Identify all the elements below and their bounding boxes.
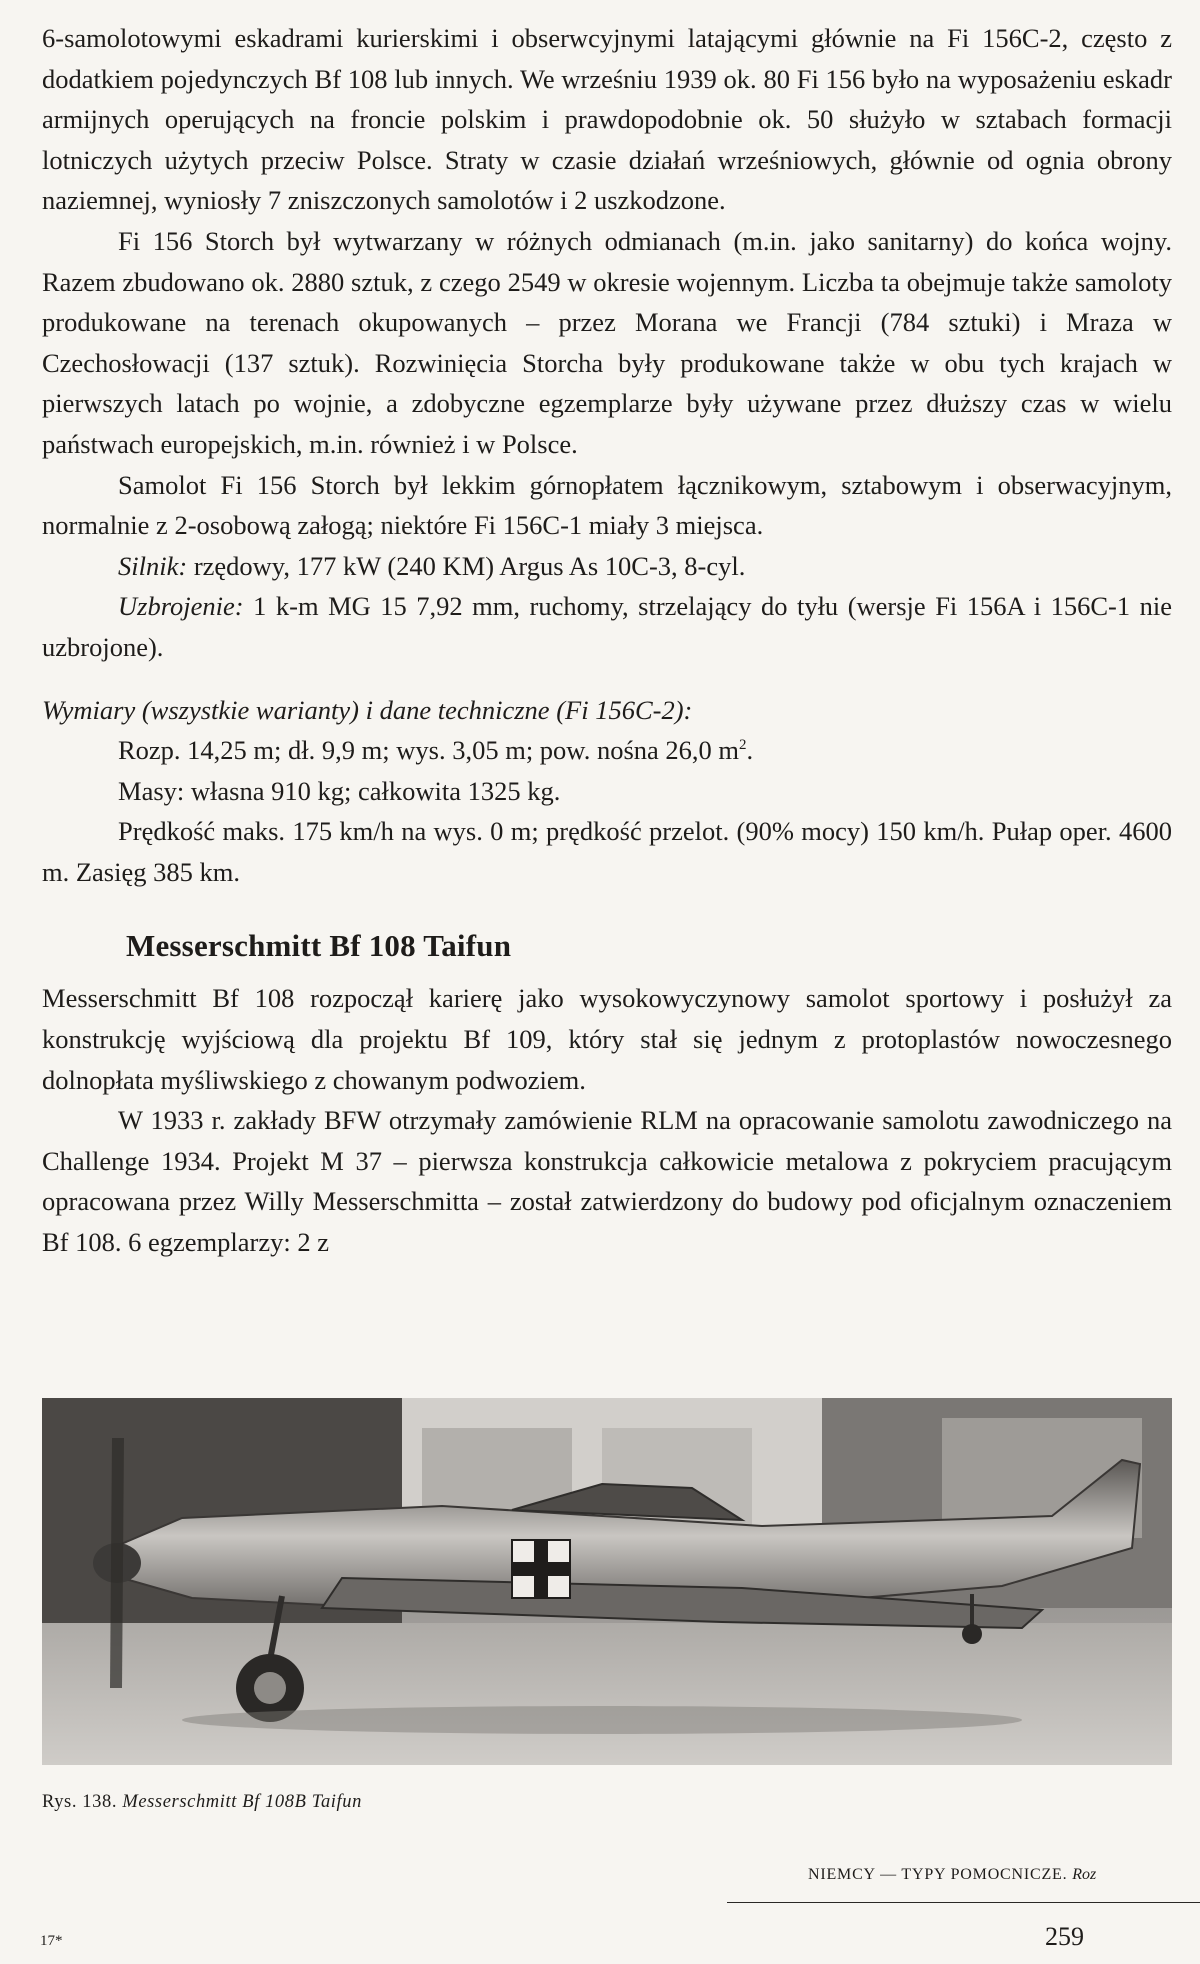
signature-mark: 17* — [40, 1933, 63, 1949]
dimensions-line — [42, 730, 1172, 771]
superscript: 2 — [739, 737, 747, 754]
header-rule — [727, 1902, 1200, 1903]
page-body — [42, 18, 1172, 1263]
caption-prefix: Rys. 138. — [42, 1792, 118, 1812]
armament-label: Uzbrojenie: — [118, 591, 244, 622]
running-header-text: NIEMCY — TYPY POMOCNICZE. — [808, 1866, 1068, 1883]
dimensions-end: . — [746, 735, 754, 766]
aircraft-photo — [42, 1398, 1172, 1765]
armament-text: 1 k-m MG 15 7,92 mm, ruchomy, strzelający do tyłu (wersje Fi 156A i 156C-1 nie uzbrojone). — [42, 591, 1172, 662]
aircraft-illustration — [42, 1398, 1172, 1765]
mass-line: Masy: własna 910 kg; całkowita 1325 kg. — [118, 775, 561, 806]
dimensions-heading: Wymiary (wszystkie warianty) i dane techniczne (Fi 156C-2): — [42, 694, 693, 725]
running-header — [808, 1865, 1096, 1885]
page-number: 259 — [1045, 1922, 1084, 1951]
engine-spec — [42, 546, 1172, 587]
section-title: Messerschmitt Bf 108 Taifun — [126, 928, 512, 964]
armament-spec — [42, 586, 1172, 667]
caption-title: Messerschmitt Bf 108B Taifun — [122, 1792, 362, 1812]
section-paragraph: Messerschmitt Bf 108 rozpoczął karierę jako wysokowyczynowy samolot sportowy i posłużył za konstrukcję wyjściową dla projektu Bf 109, który stał się jednym z protoplastów nowoczesnego dolnopłata myśliwskiego z chowanym podwoziem. — [42, 983, 1172, 1095]
body-paragraph: 6-samolotowymi eskadrami kurierskimi i obserwcyjnymi latającymi głównie na Fi 156C-2, często z dodatkiem pojedynczych Bf 108 lub innych. We wrześniu 1939 ok. 80 Fi 156 było na wyposażeniu eskadr armijnych operujących na froncie polskim i prawdopodobnie ok. 50 służyło w sztabach formacji lotniczych użytych przeciw Polsce. Straty w czasie działań wrześniowych, głównie od ognia obrony naziemnej, wyniosły 7 zniszczonych samolotów i 2 uszkodzone. — [42, 23, 1172, 216]
dimensions-text: Rozp. 14,25 m; dł. 9,9 m; wys. 3,05 m; pow. nośna 26,0 m — [118, 735, 740, 766]
running-header-cut: Roz — [1072, 1866, 1097, 1883]
engine-text: rzędowy, 177 kW (240 KM) Argus As 10C-3, 8-cyl. — [187, 550, 746, 581]
figure-caption — [42, 1790, 362, 1814]
section-paragraph: W 1933 r. zakłady BFW otrzymały zamówienie RLM na opracowanie samolotu zawodniczego na Challenge 1934. Projekt M 37 – pierwsza konstrukcja całkowicie metalowa z pokryciem pracującym opracowana przez Willy Messerschmitta – został zatwierdzony do budowy pod oficjalnym oznaczeniem Bf 108. 6 egzemplarzy: 2 z — [42, 1105, 1172, 1258]
performance-line: Prędkość maks. 175 km/h na wys. 0 m; prędkość przelot. (90% mocy) 150 km/h. Pułap oper. 4600 m. Zasięg 385 km. — [42, 816, 1172, 887]
body-paragraph: Fi 156 Storch był wytwarzany w różnych odmianach (m.in. jako sanitarny) do końca wojny. Razem zbudowano ok. 2880 sztuk, z czego 2549 w okresie wojennym. Liczba ta obejmuje także samoloty produkowane na terenach okupowanych – przez Morana we Francji (784 sztuki) i Mraza w Czechosłowacji (137 sztuk). Rozwinięcia Storcha były produkowane także w obu tych krajach w pierwszych latach po wojnie, a zdobyczne egzemplarze były używane przez dłuższy czas w wielu państwach europejskich, m.in. również i w Polsce. — [42, 225, 1172, 459]
engine-label: Silnik: — [118, 550, 188, 581]
body-paragraph: Samolot Fi 156 Storch był lekkim górnopłatem łącznikowym, sztabowym i obserwacyjnym, normalnie z 2-osobową załogą; niektóre Fi 156C-1 miały 3 miejsca. — [42, 469, 1172, 541]
